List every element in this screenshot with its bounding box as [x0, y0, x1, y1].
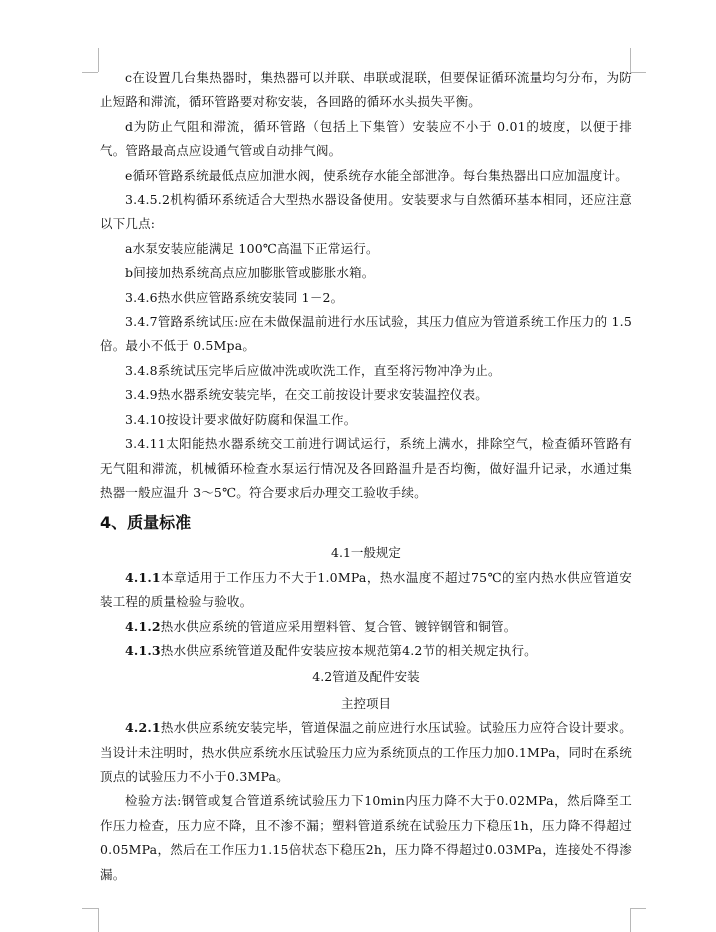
paragraph-347: 3.4.7管路系统试压:应在未做保温前进行水压试验，其压力值应为管道系统工作压力的 1.5倍。最小不低于 0.5Mpa。 — [100, 314, 632, 354]
document-body — [100, 66, 632, 887]
subsection-title-4-2: 4.2管道及配件安装 — [312, 669, 420, 685]
paragraph-348: 3.4.8系统试压完毕后应做冲洗或吹洗工作，直至将污物冲净为止。 — [125, 362, 501, 378]
paragraph-c: c在设置几台集热器时，集热器可以并联、串联或混联，但要保证循环流量均匀分布，为防止短路和滞流，循环管路要对称安装，各回路的循环水头损失平衡。 — [100, 70, 632, 110]
paragraph-d: d为防止气阻和滞流，循环管路（包括上下集管）安装应不小于 0.01的坡度，以便于排气。管路最高点应设通气管或自动排气阀。 — [100, 118, 632, 159]
item-text: 本章适用于工作压力不大于1.0MPa，热水温度不超过75℃的室内热水供应管道安装工程的质量检验与验收。 — [100, 569, 632, 610]
paragraph-a: a水泵安装应能满足 100℃高温下正常运行。 — [125, 240, 379, 256]
paragraph-e: e循环管路系统最低点应加泄水阀，使系统存水能全部泄净。每台集热器出口应加温度计。 — [125, 167, 628, 183]
section-heading: 4、质量标准 — [100, 513, 192, 533]
paragraph-3452: 3.4.5.2机构循环系统适合大型热水器设备使用。安装要求与自然循环基本相同，还应注意以下几点: — [100, 192, 632, 232]
paragraph-3411: 3.4.11太阳能热水器系统交工前进行调试运行，系统上满水，排除空气，检查循环管路有无气阻和滞流，机械循环检查水泵运行情况及各回路温升是否均衡，做好温升记录，水通过集热器一般应温升 3～5℃。符合要求后办理交工验收手续。 — [100, 436, 632, 500]
inspection-method: 检验方法:钢管或复合管道系统试验压力下10min内压力降不大于0.02MPa，然后降至工作压力检查，压力应不降，且不渗不漏；塑料管道系统在试验压力下稳压1h，压力降不得超过0.05MPa，然后在工作压力1.15倍状态下稳压2h，压力降不得超过0.03MPa，连接处不得渗漏。 — [100, 793, 632, 882]
item-number: 4.1.3 — [125, 642, 161, 658]
paragraph-346: 3.4.6热水供应管路系统安装同 1－2。 — [125, 289, 344, 305]
item-4-1-2 — [100, 615, 632, 639]
item-4-2-1 — [100, 716, 632, 789]
item-text: 热水供应系统的管道应采用塑料管、复合管、镀锌钢管和铜管。 — [160, 618, 517, 634]
subsection-title-4-1: 4.1一般规定 — [331, 545, 401, 561]
item-number: 4.1.2 — [125, 618, 161, 634]
item-number: 4.1.1 — [125, 569, 161, 585]
item-number: 4.2.1 — [125, 720, 161, 736]
item-4-1-1 — [100, 566, 632, 615]
paragraph-349: 3.4.9热水器系统安装完毕，在交工前按设计要求安装温控仪表。 — [125, 387, 489, 403]
paragraph-b: b间接加热系统高点应加膨胀管或膨胀水箱。 — [125, 265, 375, 281]
item-text: 热水供应系统管道及配件安装应按本规范第4.2节的相关规定执行。 — [160, 642, 537, 658]
paragraph-3410: 3.4.10按设计要求做好防腐和保温工作。 — [125, 411, 357, 427]
main-items-title: 主控项目 — [340, 695, 391, 711]
item-text: 热水供应系统安装完毕，管道保温之前应进行水压试验。试验压力应符合设计要求。当设计未注明时，热水供应系统水压试验压力应为系统顶点的工作压力加0.1MPa，同时在系统顶点的试验压力不小于0.3MPa。 — [100, 720, 632, 784]
item-4-1-3 — [100, 639, 632, 663]
